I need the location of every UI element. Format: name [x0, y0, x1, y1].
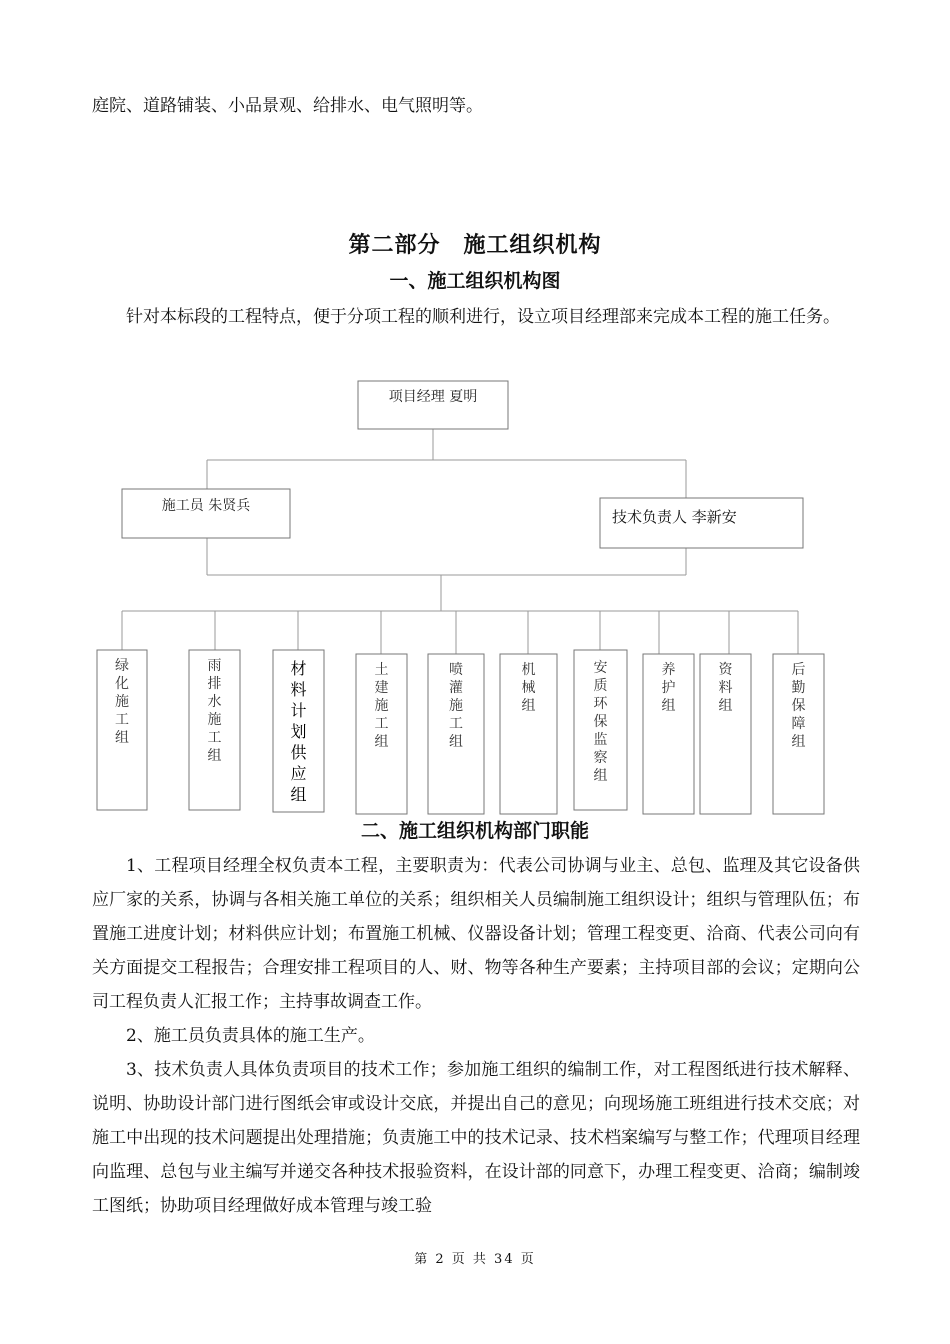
group-label: 机械组	[521, 662, 536, 714]
group-box	[428, 654, 484, 814]
group-box	[500, 654, 557, 814]
section1-title: 一、施工组织机构图	[389, 270, 561, 292]
group-box	[97, 650, 147, 810]
intro-line: 庭院、道路铺装、小品景观、给排水、电气照明等。	[92, 96, 483, 116]
group-box	[643, 654, 694, 814]
group-box	[773, 654, 824, 814]
duty-item: 2、施工员负责具体的施工生产。	[126, 1026, 375, 1046]
group-box	[574, 650, 627, 810]
manager-box	[358, 381, 508, 429]
manager-label: 项目经理 夏明	[388, 389, 478, 405]
group-label: 绿化施工组	[115, 658, 129, 746]
group-box	[700, 654, 751, 814]
tech-lead-label: 技术负责人 李新安	[612, 508, 737, 526]
page-footer: 第 2 页 共 34 页	[414, 1252, 536, 1267]
group-label: 后勤保障组	[791, 662, 806, 750]
group-label: 养护组	[661, 662, 676, 714]
section1-text: 针对本标段的工程特点，便于分项工程的顺利进行，设立项目经理部来完成本工程的施工任务。	[126, 307, 840, 327]
group-label: 资料组	[718, 662, 733, 714]
section2-title: 二、施工组织机构部门职能	[360, 820, 589, 842]
part-title: 第二部分 施工组织机构	[348, 232, 602, 258]
group-box	[189, 650, 240, 810]
group-box	[356, 654, 407, 814]
duties-list	[92, 849, 860, 1223]
group-label: 雨排水施工组	[207, 658, 222, 764]
duty-item: 1、工程项目经理全权负责本工程，主要职责为：代表公司协调与业主、总包、监理及其它设备供应厂家的关系，协调与各相关施工单位的关系；组织相关人员编制施工组织设计；组织与管理队伍；布置施工进度计划；材料供应计划；布置施工机械、仪器设备计划；管理工程变更、洽商、代表公司向有关方面提交工程报告；合理安排工程项目的人、财、物等各种生产要素；主持项目部的会议；定期向公司工程负责人汇报工作；主持事故调查工作。	[92, 856, 860, 1012]
group-label: 土建施工组	[374, 662, 389, 750]
duty-item: 3、技术负责人具体负责项目的技术工作；参加施工组织的编制工作，对工程图纸进行技术解释、说明、协助设计部门进行图纸会审或设计交底，并提出自己的意见；向现场施工班组进行技术交底；对施工中出现的技术问题提出处理措施；负责施工中的技术记录、技术档案编写与整工作；代理项目经理向监理、总包与业主编写并递交各种技术报验资料，在设计部的同意下，办理工程变更、洽商；编制竣工图纸；协助项目经理做好成本管理与竣工验	[92, 1060, 860, 1216]
tech-lead-box	[600, 498, 803, 548]
group-label: 材料计划供应组	[290, 659, 307, 804]
constructor-box	[122, 489, 290, 538]
constructor-label: 施工员 朱贤兵	[161, 498, 251, 514]
group-label: 喷灌施工组	[449, 662, 463, 750]
group-box	[273, 650, 324, 812]
group-label: 安质环保监察组	[593, 660, 608, 784]
